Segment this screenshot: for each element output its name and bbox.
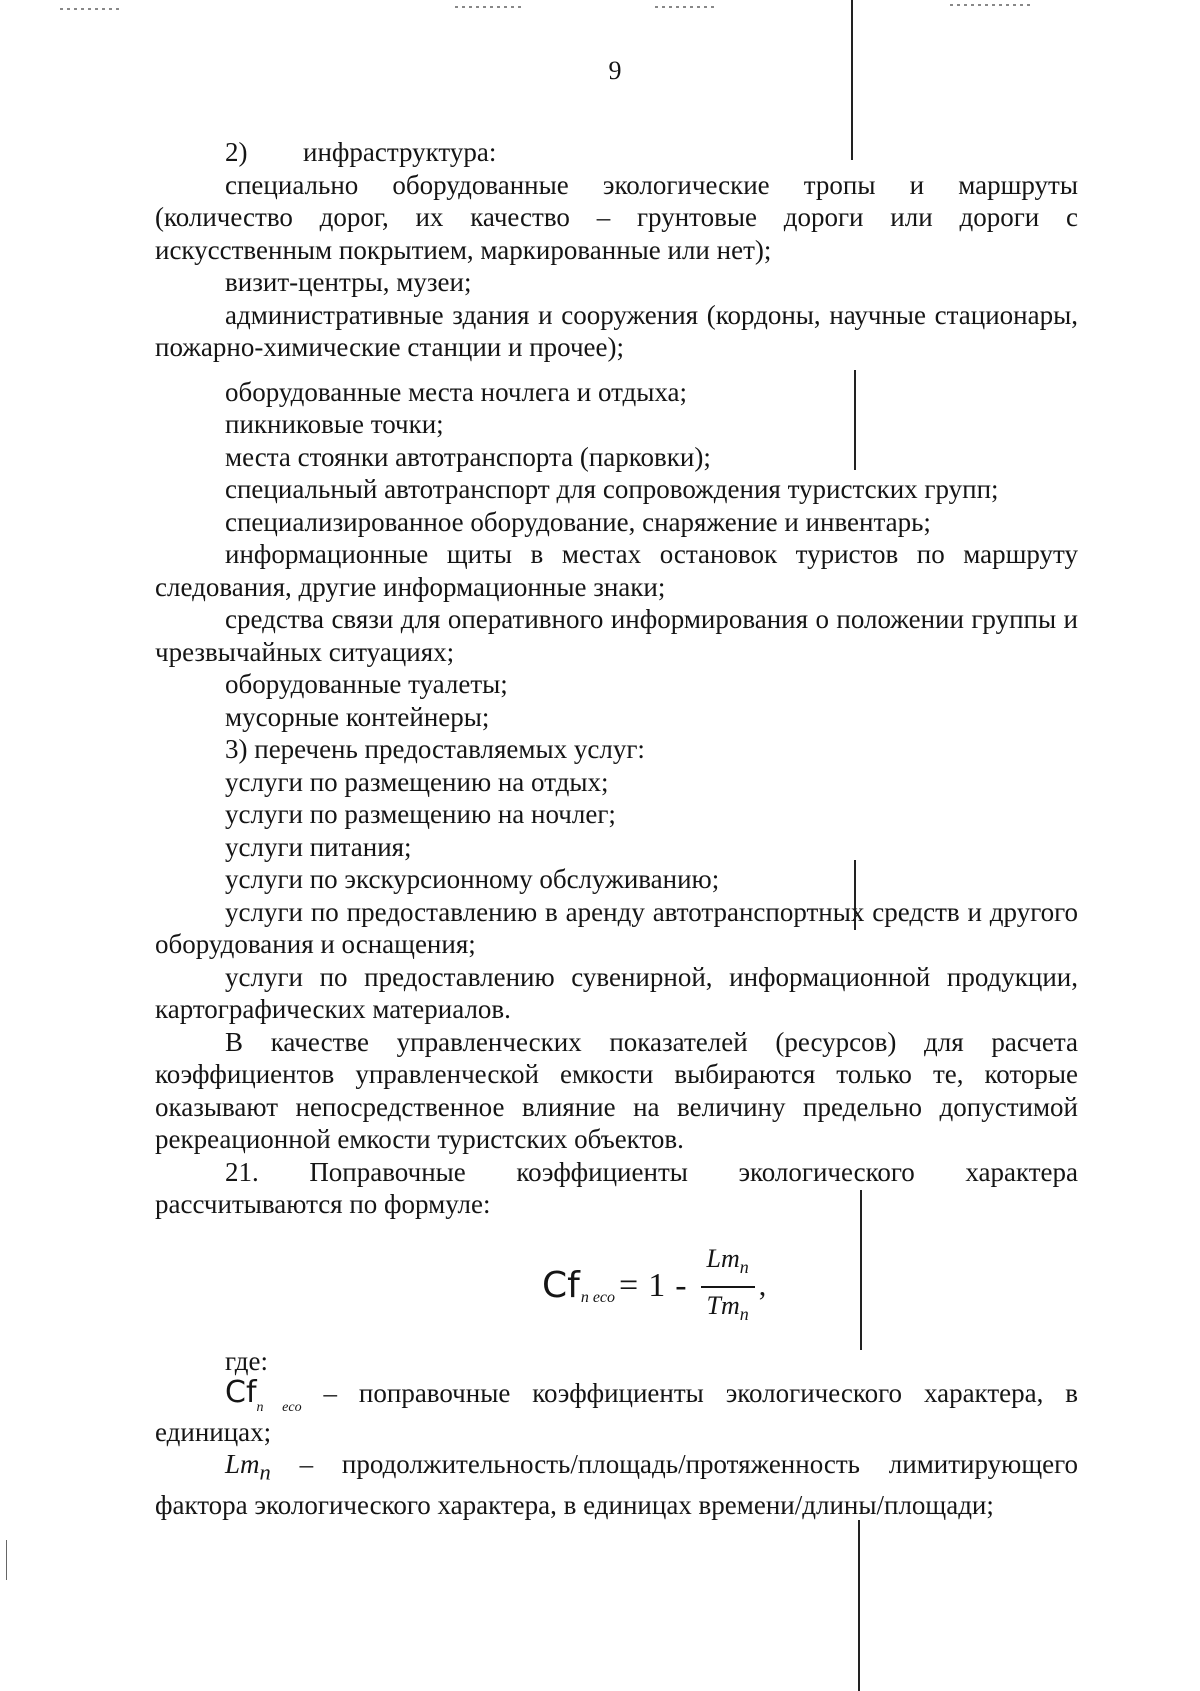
paragraph: оборудованные места ночлега и отдыха; xyxy=(225,376,688,407)
definition-subscript: n xyxy=(259,1459,271,1485)
paragraph: мусорные контейнеры; xyxy=(225,701,490,732)
paragraph: пикниковые точки; xyxy=(225,409,444,439)
paragraph: услуги по предоставлению в аренду автотранспортных средств и другого оборудования и оснащения; xyxy=(155,896,1078,959)
document-body xyxy=(155,136,1078,1521)
paragraph: В качестве управленческих показателей (ресурсов) для расчета коэффициентов управленческой емкости выбираются только те, которые оказывают непосредственное влияние на величину предельно допустимой рекреационной емкости туристских объектов. xyxy=(155,1026,1078,1154)
numerator-subscript: n xyxy=(739,1257,749,1277)
denominator-subscript: n xyxy=(739,1303,749,1324)
scan-artifact-dots xyxy=(60,8,120,10)
paragraph: информационные щиты в местах остановок туристов по маршруту следования, другие информационные знаки; xyxy=(155,539,1078,602)
definition-text: – продолжительность/площадь/протяженность лимитирующего фактора экологического характера, в единицах времени/длины/площади; xyxy=(155,1449,1078,1520)
formula-numerator xyxy=(701,1243,755,1288)
numerator-symbol: Lm xyxy=(706,1243,740,1273)
page-number: 9 xyxy=(608,56,622,85)
formula-fraction xyxy=(701,1243,755,1330)
formula-symbol: Cf xyxy=(542,1265,580,1307)
formula-one: 1 xyxy=(648,1267,666,1305)
paragraph: средства связи для оперативного информирования о положении группы и чрезвычайных ситуациях; xyxy=(155,604,1078,667)
where-label: где: xyxy=(225,1345,268,1376)
paragraph: оборудованные туалеты; xyxy=(225,669,508,699)
paragraph: административные здания и сооружения (кордоны, научные стационары, пожарно-химические станции и прочее); xyxy=(155,299,1078,362)
definition-symbol: Cf xyxy=(225,1375,257,1410)
formula xyxy=(155,1243,1078,1327)
paragraph: специально оборудованные экологические тропы и маршруты (количество дорог, их качество – грунтовые дороги или дороги с искусственным покрытием, маркированные или нет); xyxy=(155,169,1078,265)
scan-artifact-line xyxy=(6,1540,7,1580)
paragraph: услуги по размещению на отдых; xyxy=(225,766,609,797)
paragraph: услуги по размещению на ночлег; xyxy=(225,799,616,829)
definition-text: – поправочные коэффициенты экологического характера, в единицах; xyxy=(155,1378,1078,1447)
section-number: 2) xyxy=(225,137,248,167)
scan-artifact-dots xyxy=(950,4,1030,6)
paragraph: услуги по предоставлению сувенирной, информационной продукции, картографических материалов. xyxy=(155,961,1078,1024)
formula-equals: = xyxy=(619,1267,639,1305)
paragraph: места стоянки автотранспорта (парковки); xyxy=(225,441,711,472)
section-heading xyxy=(155,136,1078,169)
paragraph: визит-центры, музеи; xyxy=(225,267,472,297)
scan-artifact-dots xyxy=(455,6,525,8)
definition xyxy=(155,1377,1078,1448)
paragraph: специализированное оборудование, снаряжение и инвентарь; xyxy=(225,506,931,537)
scan-artifact-line xyxy=(858,1520,860,1691)
definition xyxy=(155,1448,1078,1521)
paragraph: услуги по экскурсионному обслуживанию; xyxy=(225,864,720,894)
section-title: инфраструктура: xyxy=(303,137,497,167)
definition-subscript: n eco xyxy=(256,1400,302,1415)
scan-artifact-dots xyxy=(655,6,715,8)
formula-minus: - xyxy=(675,1267,687,1305)
denominator-symbol: Tm xyxy=(706,1290,740,1320)
paragraph: 3) перечень предоставляемых услуг: xyxy=(225,734,645,764)
paragraph: специальный автотранспорт для сопровождения туристских групп; xyxy=(225,474,999,504)
formula-subscript: n eco xyxy=(580,1289,616,1307)
formula-comma: , xyxy=(758,1269,767,1303)
formula-denominator xyxy=(707,1288,749,1331)
paragraph: 21. Поправочные коэффициенты экологического характера рассчитываются по формуле: xyxy=(155,1156,1078,1219)
paragraph: услуги питания; xyxy=(225,831,412,862)
definition-symbol: Lm xyxy=(225,1449,260,1479)
